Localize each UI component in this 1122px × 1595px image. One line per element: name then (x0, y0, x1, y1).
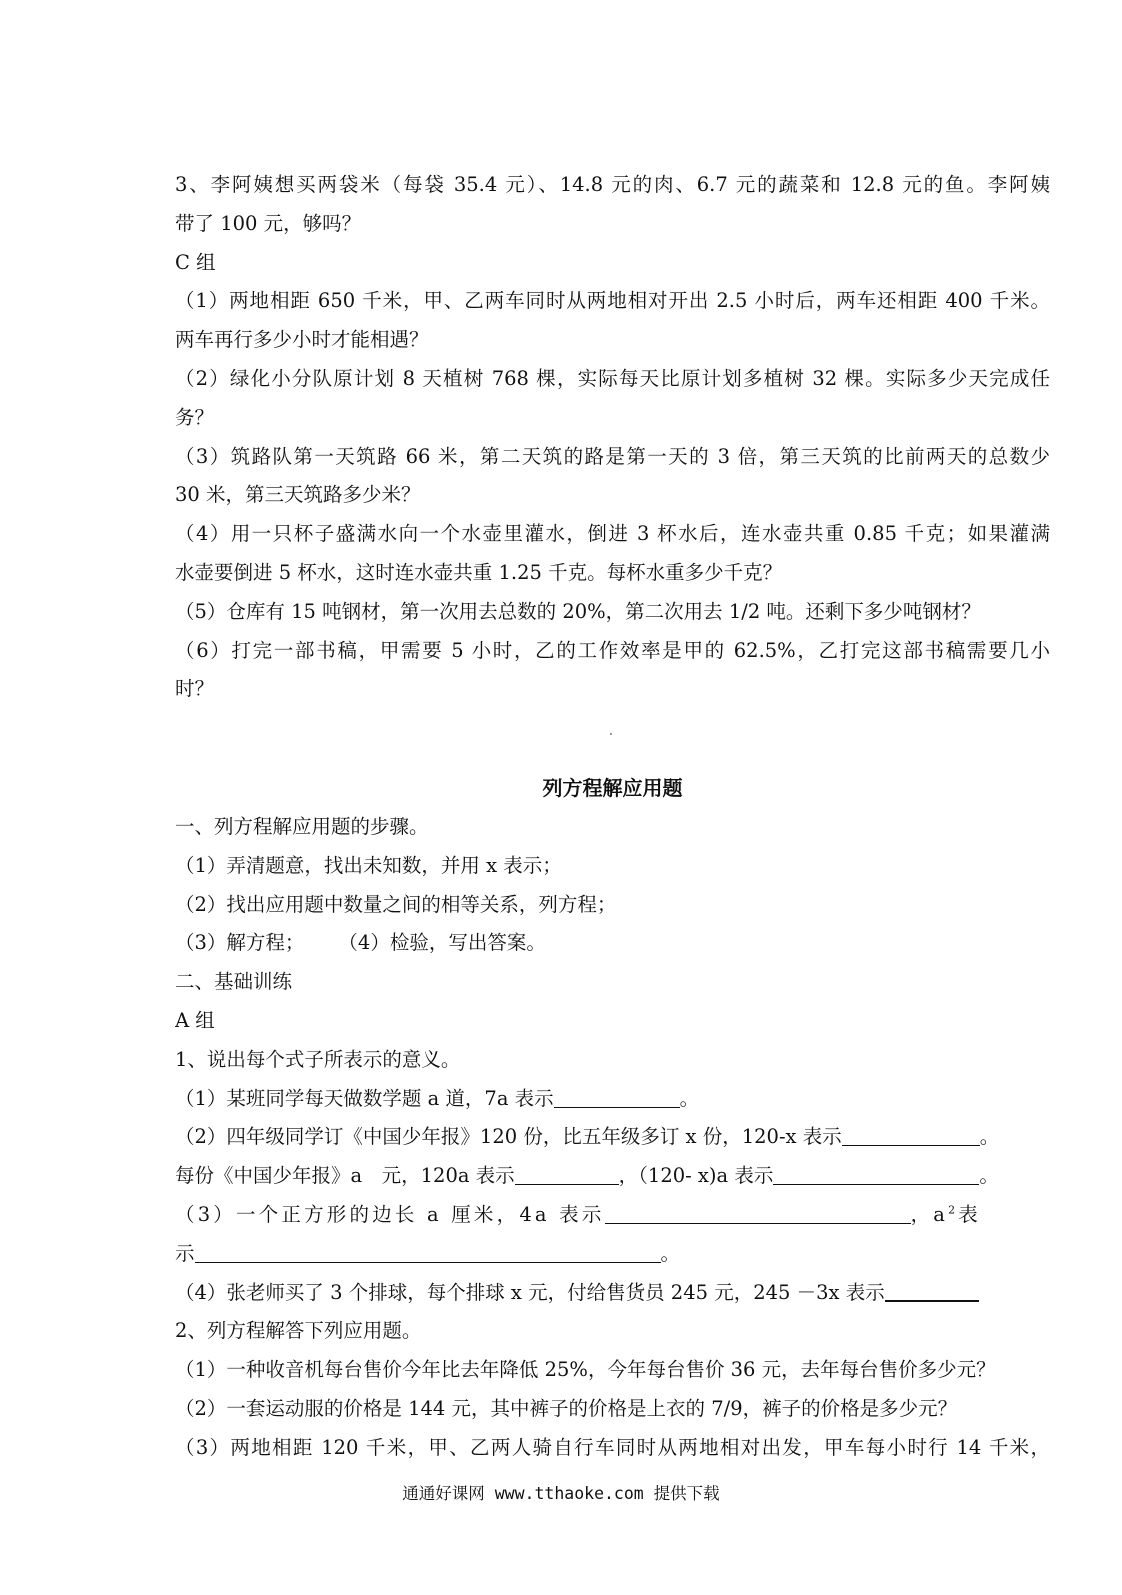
question-1-3-continued (175, 1235, 1050, 1274)
answer-blank (773, 1164, 979, 1185)
question-1-3-text-c: 表 (958, 1202, 981, 1226)
period: 。 (660, 1241, 681, 1265)
group-a-heading: A 组 (175, 1008, 215, 1032)
question-1-4-text: （4）张老师买了 3 个排球，每个排球 x 元，付给售货员 245 元，245 －3x 表示 (175, 1280, 885, 1304)
question-1-1-text: （1）某班同学每天做数学题 a 道，7a 表示 (175, 1086, 554, 1110)
period: 。 (979, 1125, 1000, 1149)
group-c-heading: C 组 (175, 250, 216, 274)
step-3: （3）解方程； (175, 931, 305, 955)
c-problem-6-line-2: 时？ (175, 677, 215, 701)
c-problem-6-line-1: （6）打完一部书稿，甲需要 5 小时，乙的工作效率是甲的 62.5%，乙打完这部书稿需要几小 (175, 638, 1050, 662)
scan-speck (610, 733, 612, 735)
question-2-3: （3）两地相距 120 千米，甲、乙两人骑自行车同时从两地相对出发，甲车每小时行 14 千米， (175, 1435, 1050, 1459)
question-1-2-text: （2）四年级同学订《中国少年报》120 份，比五年级多订 x 份，120-x 表示 (175, 1125, 842, 1149)
question-2-2: （2）一套运动服的价格是 144 元，其中裤子的价格是上衣的 7/9，裤子的价格是多少元？ (175, 1396, 958, 1420)
answer-blank (885, 1280, 979, 1302)
question-1-3-text: （3）一个正方形的边长 a 厘米，4a 表示 (175, 1202, 605, 1226)
question-1-3 (175, 1196, 1050, 1235)
c-problem-2-line-1: （2）绿化小分队原计划 8 天植树 768 棵，实际每天比原计划多植树 32 棵。实际多少天完成任 (175, 366, 1050, 390)
question-1-2-text-c: ，（120- x)a 表示 (618, 1164, 774, 1188)
step-3-4 (175, 924, 1050, 963)
question-1-1 (175, 1080, 1050, 1119)
problem-3-line-1: 3、李阿姨想买两袋米（每袋 35.4 元）、14.8 元的肉、6.7 元的蔬菜和 12.8 元的鱼。李阿姨 (175, 173, 1050, 196)
question-1-2 (175, 1118, 1050, 1157)
c-problem-4-line-1: （4）用一只杯子盛满水向一个水壶里灌水，倒进 3 杯水后，连水壶共重 0.85 千克；如果灌满 (175, 522, 1050, 546)
page-footer: 通通好课网 www.tthaoke.com 提供下载 (402, 1484, 720, 1503)
question-1-2-text-b: 每份《中国少年报》a 元，120a 表示 (175, 1164, 515, 1188)
answer-blank (515, 1164, 619, 1185)
answer-blank (554, 1087, 680, 1108)
problem-3-line-2: 带了 100 元，够吗？ (175, 211, 362, 235)
c-problem-5: （5）仓库有 15 吨钢材，第一次用去总数的 20%，第二次用去 1/2 吨。还剩下多少吨钢材？ (175, 599, 981, 623)
answer-blank (842, 1125, 980, 1146)
steps-heading: 一、列方程解应用题的步骤。 (175, 814, 429, 838)
question-1-3-text-d: 示 (175, 1241, 195, 1265)
question-1-heading: 1、说出每个式子所表示的意义。 (175, 1047, 461, 1071)
step-4: （4）检验，写出答案。 (338, 931, 546, 955)
question-2-1: （1）一种收音机每台售价今年比去年降低 25%，今年每台售价 36 元，去年每台售价多少元？ (175, 1358, 996, 1382)
c-problem-2-line-2: 务？ (175, 405, 215, 429)
section-title: 列方程解应用题 (542, 776, 683, 801)
c-problem-1-line-1: （1）两地相距 650 千米，甲、乙两车同时从两地相对开出 2.5 小时后，两车还相距 400 千米。 (175, 289, 1050, 313)
c-problem-4-line-2: 水壶要倒进 5 杯水，这时连水壶共重 1.25 千克。每杯水重多少千克？ (175, 560, 783, 584)
question-1-2-continued (175, 1157, 1050, 1196)
period: 。 (679, 1086, 700, 1110)
question-1-3-text-b: ，a (910, 1202, 949, 1226)
exponent: 2 (948, 1203, 959, 1217)
c-problem-3-line-2: 30 米，第三天筑路多少米？ (175, 483, 421, 507)
answer-blank (195, 1242, 661, 1263)
question-1-4 (175, 1274, 1050, 1313)
c-problem-1-line-2: 两车再行多少小时才能相遇？ (175, 328, 429, 352)
step-1: （1）弄清题意，找出未知数，并用 x 表示； (175, 853, 562, 877)
document-body (175, 166, 1050, 1468)
answer-blank (605, 1203, 911, 1224)
c-problem-3-line-1: （3）筑路队第一天筑路 66 米，第二天筑的路是第一天的 3 倍，第三天筑的比前两天的总数少 (175, 444, 1050, 468)
period: 。 (979, 1164, 999, 1188)
step-2: （2）找出应用题中数量之间的相等关系，列方程； (175, 892, 617, 916)
basic-training-heading: 二、基础训练 (175, 970, 293, 994)
question-2-heading: 2、列方程解答下列应用题。 (175, 1319, 422, 1343)
